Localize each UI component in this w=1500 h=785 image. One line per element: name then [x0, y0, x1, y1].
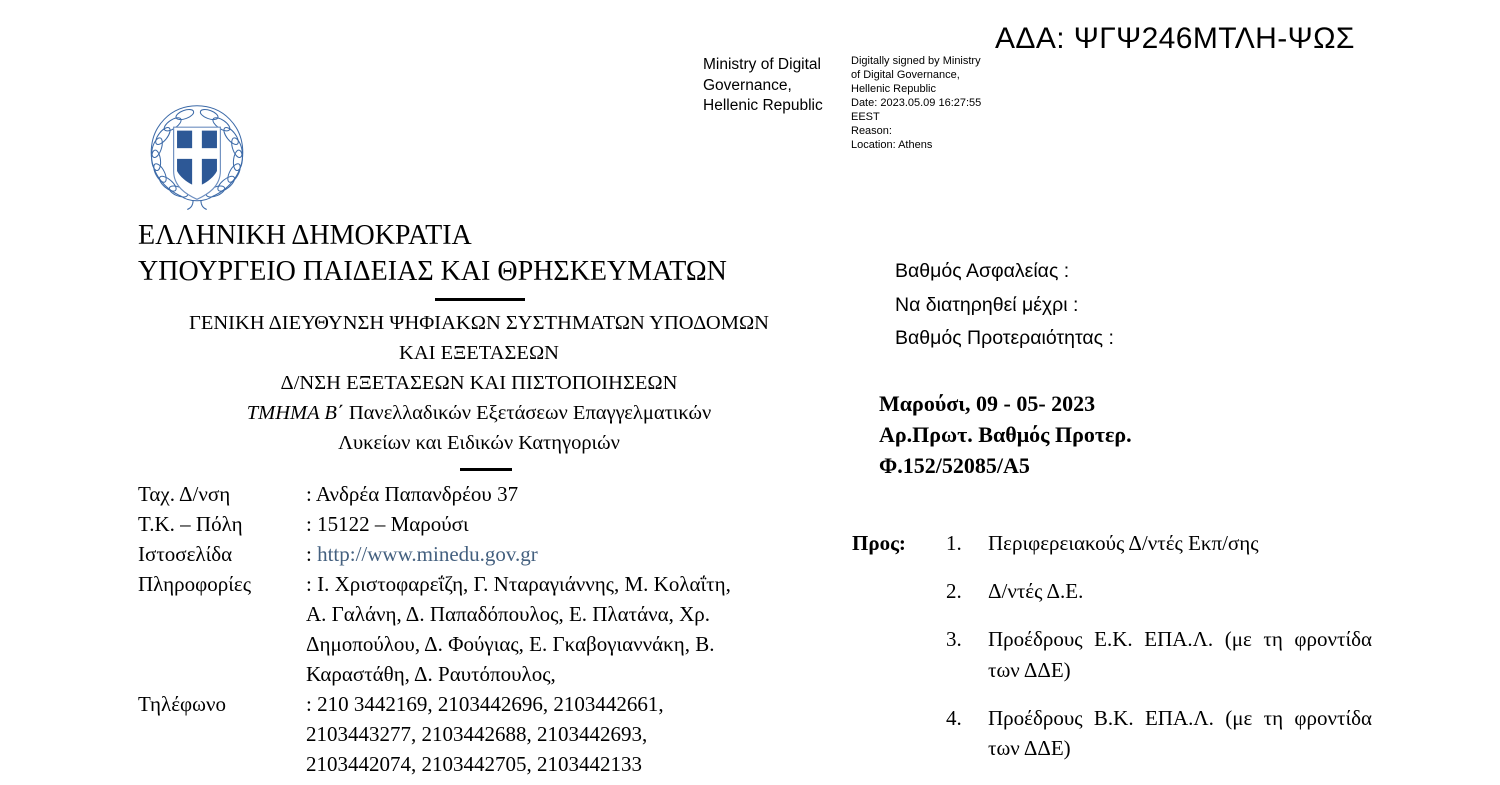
department-line-5: Λυκείων και Ειδικών Κατηγοριών [338, 431, 620, 454]
list-item [946, 528, 1372, 558]
list-item [946, 576, 1372, 606]
digital-signature-block [703, 55, 1031, 153]
info-continuation-1: Α. Γαλάνη, Δ. Παπαδόπουλος, Ε. Πλατάνα, Χρ. [306, 601, 710, 626]
signature-details [851, 55, 1031, 153]
priority-level: Βαθμός Προτεραιότητας : [895, 327, 1114, 350]
department-line-2: ΚΑΙ ΕΞΕΤΑΣΕΩΝ [399, 342, 559, 365]
protocol-block [852, 388, 1392, 482]
retain-until: Να διατηρηθεί μέχρι : [895, 293, 1079, 316]
signature-ministry-line-3: Hellenic Republic [703, 97, 823, 115]
info-label: Πληροφορίες [138, 571, 252, 596]
address-value: : Ανδρέα Παπανδρέου 37 [306, 481, 519, 506]
list-item [946, 624, 1372, 684]
info-value: : Ι. Χριστοφαρεΐζη, Γ. Νταραγιάννης, Μ. Κολαΐτη, [306, 571, 731, 596]
contact-details [138, 479, 853, 779]
phone-continuation-1: 2103443277, 2103442688, 2103442693, [306, 721, 648, 746]
recipient-number: 3. [946, 627, 962, 652]
signature-detail-location: Location: Athens [851, 138, 933, 151]
letterhead-right-column [852, 255, 1392, 481]
contact-row-website [138, 539, 853, 569]
protocol-label: Αρ.Πρωτ. Βαθμός Προτερ. [879, 421, 1132, 447]
recipient-text: Περιφερειακούς Δ/ντές Εκπ/σης [988, 531, 1259, 555]
signature-detail-line-2: of Digital Governance, [851, 68, 960, 81]
contact-row-phone [138, 689, 853, 719]
republic-title: ΕΛΛΗΝΙΚΗ ΔΗΜΟΚΡΑΤΙΑ [138, 220, 472, 251]
department-line-3: Δ/ΝΣΗ ΕΞΕΤΑΣΕΩΝ ΚΑΙ ΠΙΣΤΟΠΟΙΗΣΕΩΝ [280, 371, 678, 394]
department-line-1: ΓΕΝΙΚΗ ΔΙΕΥΘΥΝΣΗ ΨΗΦΙΑΚΩΝ ΣΥΣΤΗΜΑΤΩΝ ΥΠΟΔΟΜΩΝ [188, 312, 769, 335]
department-section-rest: Πανελλαδικών Εξετάσεων Επαγγελματικών [343, 401, 712, 424]
address-label: Ταχ. Δ/νση [138, 481, 231, 506]
signature-detail-timezone: EEST [851, 110, 880, 123]
signature-detail-line-1: Digitally signed by Ministry [851, 55, 981, 67]
phone-label: Τηλέφωνο [138, 691, 226, 716]
recipient-number: 4. [946, 705, 962, 730]
info-continuation-2: Δημοπούλου, Δ. Φούγιας, Ε. Γκαβογιαννάκη, Β. [306, 631, 715, 656]
letterhead-left-column [138, 218, 853, 779]
recipient-text: Προέδρους Β.Κ. ΕΠΑ.Λ. (με τη φροντίδα των ΔΔΕ) [988, 705, 1372, 761]
protocol-number: Φ.152/52085/Α5 [879, 453, 1030, 479]
recipient-text: Προέδρους Ε.Κ. ΕΠΑ.Λ. (με τη φροντίδα των ΔΔΕ) [988, 627, 1372, 682]
recipient-number: 2. [946, 579, 962, 604]
department-line-4 [138, 399, 820, 429]
list-item [946, 703, 1372, 763]
postal-label: Τ.Κ. – Πόλη [138, 511, 243, 536]
contact-row-postal [138, 509, 853, 539]
coat-of-arms-icon [138, 98, 256, 210]
divider-rule-top [435, 298, 525, 301]
place-and-date: Μαρούσι, 09 - 05- 2023 [879, 390, 1096, 416]
security-level: Βαθμός Ασφαλείας : [895, 260, 1070, 282]
website-link[interactable]: http://www.minedu.gov.gr [317, 541, 538, 566]
recipient-text: Δ/ντές Δ.Ε. [988, 579, 1084, 604]
ada-code: ΑΔΑ: ΨΓΨ246ΜΤΛΗ-ΨΩΣ [995, 22, 1355, 55]
phone-continuation-2: 2103442074, 2103442705, 2103442133 [306, 751, 642, 776]
contact-row-info [138, 569, 853, 599]
recipient-number: 1. [946, 531, 962, 555]
signature-detail-line-3: Hellenic Republic [851, 82, 936, 95]
signature-ministry-label [703, 55, 843, 117]
info-continuation-3: Καραστάθη, Δ. Ραυτόπουλος, [306, 661, 556, 686]
website-label: Ιστοσελίδα [138, 541, 233, 566]
website-value-wrap [306, 539, 853, 569]
classification-block [852, 255, 1392, 356]
divider-rule-bottom [460, 468, 512, 471]
recipients-block [852, 528, 1372, 781]
signature-detail-reason: Reason: [851, 124, 892, 137]
website-colon: : [306, 541, 318, 566]
signature-ministry-line-2: Governance, [703, 76, 792, 94]
department-block [138, 309, 820, 459]
recipients-list [852, 528, 1372, 763]
signature-detail-date: Date: 2023.05.09 16:27:55 [851, 96, 982, 109]
ministry-title: ΥΠΟΥΡΓΕΙΟ ΠΑΙΔΕΙΑΣ ΚΑΙ ΘΡΗΣΚΕΥΜΑΤΩΝ [138, 255, 727, 287]
phone-value: : 210 3442169, 2103442696, 2103442661, [306, 691, 664, 716]
recipients-heading: Προς: [852, 531, 906, 555]
signature-ministry-line-1: Ministry of Digital [703, 56, 821, 73]
postal-value: : 15122 – Μαρούσι [306, 511, 469, 536]
contact-row-address [138, 479, 853, 509]
department-section-label: ΤΜΗΜΑ Β΄ [246, 401, 344, 424]
